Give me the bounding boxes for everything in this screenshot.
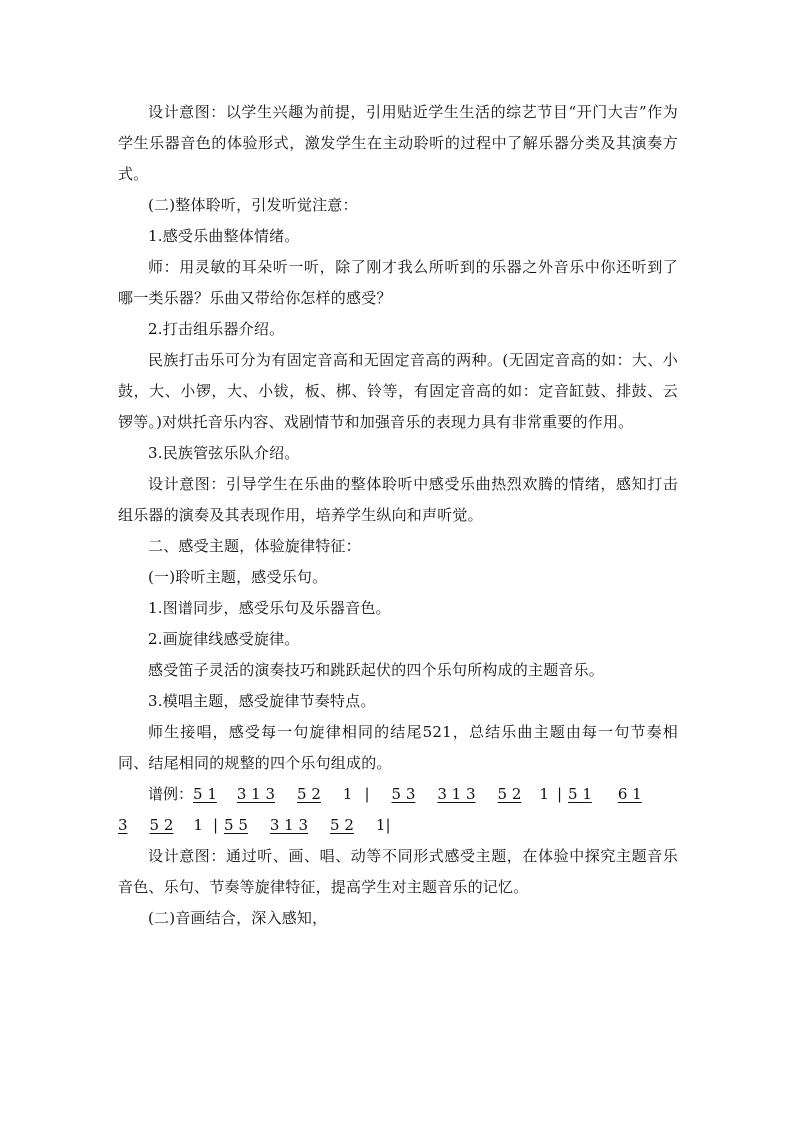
score-note-group: 5 2 <box>297 785 321 803</box>
score-note-group: 1| <box>375 816 391 834</box>
score-barline: | <box>556 785 563 803</box>
score-note-group: 1 <box>539 785 549 803</box>
score-note-group: 5 1 <box>193 785 217 803</box>
paragraph-design-intent-2: 设计意图：引导学生在乐曲的整体聆听中感受乐曲热烈欢腾的情绪，感知打击组乐器的演奏及其表现作用，培养学生纵向和声听觉。 <box>118 475 678 524</box>
score-note-group: 3 1 3 <box>236 785 276 803</box>
paragraph-item-3-sing-theme: 3.模唱主题，感受旋律节奏特点。 <box>148 692 376 710</box>
score-note-group: 5 3 <box>391 785 416 803</box>
paragraph-item-2-melody-line: 2.画旋律线感受旋律。 <box>148 630 300 648</box>
paragraph-design-intent-3: 设计意图：通过听、画、唱、动等不同形式感受主题，在体验中探究主题音乐音色、乐句、节奏等旋律特征，提高学生对主题音乐的记忆。 <box>118 847 678 896</box>
paragraph-item-1-emotion: 1.感受乐曲整体情绪。 <box>148 227 300 245</box>
score-note-group: 5 2 <box>149 816 174 834</box>
score-note-group: 1 <box>342 785 353 803</box>
score-note-group: 3 1 3 <box>269 816 309 834</box>
paragraph-subsection-listen-theme: (一)聆听主题，感受乐句。 <box>148 568 328 586</box>
paragraph-teacher-student-singing: 师生接唱，感受每一句旋律相同的结尾521，总结乐曲主题由每一句节奏相同、结尾相同的规整的四个乐句组成的。 <box>118 723 678 772</box>
score-note-group: 1 <box>193 816 203 834</box>
score-note-group: 5 5 <box>224 816 248 834</box>
score-note-group: 5 2 <box>330 816 354 834</box>
paragraph-design-intent-1: 设计意图：以学生兴趣为前提，引用贴近学生生活的综艺节目“开门大吉”作为学生乐器音色的体验形式，激发学生在主动聆听的过程中了解乐器分类及其演奏方式。 <box>118 103 678 183</box>
score-note-group: 5 2 <box>497 785 522 803</box>
paragraph-item-2-percussion: 2.打击组乐器介绍。 <box>148 320 285 338</box>
score-note-group: 5 1 <box>568 785 592 803</box>
paragraph-section-overall-listening: (二)整体聆听，引发听觉注意： <box>148 196 358 214</box>
score-barline: | <box>364 785 370 803</box>
score-label: 谱例： <box>148 785 194 803</box>
paragraph-teacher-question: 师：用灵敏的耳朵听一听，除了刚才我么所听到的乐器之外音乐中你还听到了哪一类乐器？乐曲又带给你怎样的感受？ <box>118 258 678 307</box>
paragraph-item-3-orchestra: 3.民族管弦乐队介绍。 <box>148 444 300 462</box>
score-example-line-2 <box>118 810 678 841</box>
paragraph-item-1-graph-sync: 1.图谱同步，感受乐句及乐器音色。 <box>148 599 391 617</box>
paragraph-subsection-audio-visual: (二)音画结合，深入感知， <box>148 909 328 927</box>
score-note-group: 3 <box>118 816 128 834</box>
score-barline: | <box>212 816 219 834</box>
paragraph-flute-description: 感受笛子灵活的演奏技巧和跳跃起伏的四个乐句所构成的主题音乐。 <box>148 661 605 679</box>
score-note-group: 6 1 <box>617 785 642 803</box>
paragraph-percussion-description: 民族打击乐可分为有固定音高和无固定音高的两种。(无固定音高的如：大、小鼓，大、小锣，大、小钹，板、梆、铃等，有固定音高的如：定音缸鼓、排鼓、云锣等。)对烘托音乐内容、戏剧情节和加强音乐的表现力具有非常重要的作用。 <box>118 351 678 431</box>
paragraph-section-theme: 二、感受主题，体验旋律特征： <box>148 537 361 555</box>
document-page <box>118 97 678 934</box>
score-example-line-1 <box>118 779 678 810</box>
score-note-group: 3 1 3 <box>437 785 476 803</box>
